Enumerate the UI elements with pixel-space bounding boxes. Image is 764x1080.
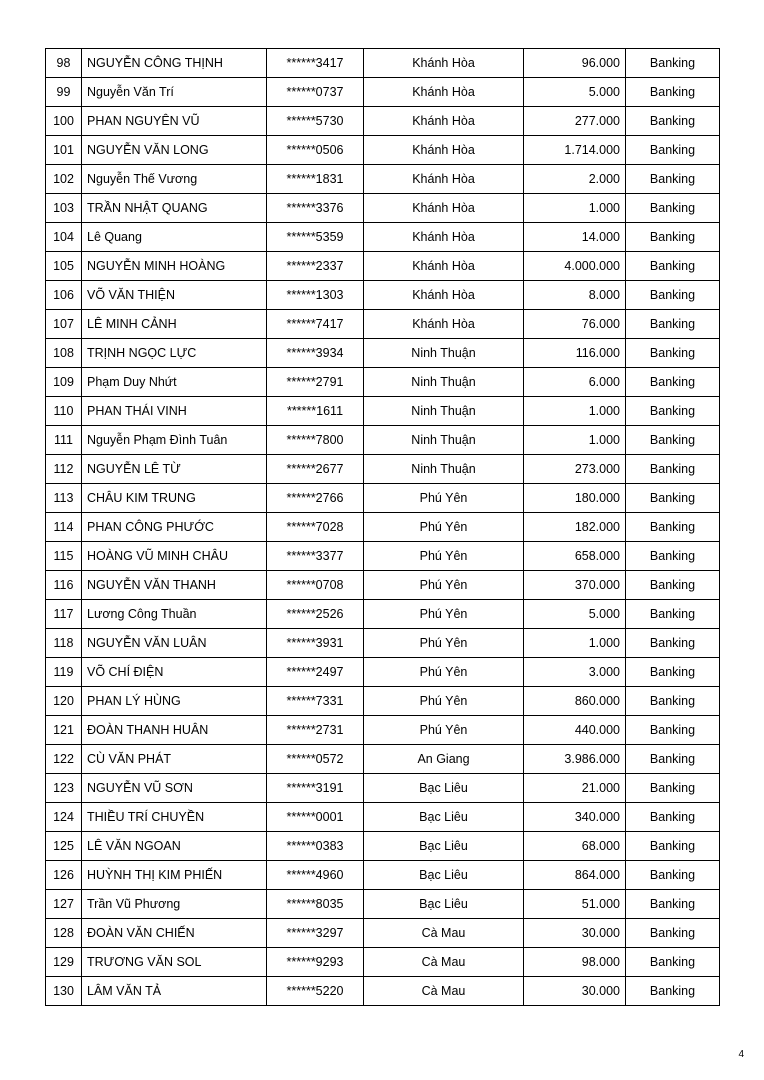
donor-name-cell: LÂM VĂN TẢ <box>82 977 267 1006</box>
table-row <box>46 165 720 194</box>
donor-name-cell: NGUYỄN MINH HOÀNG <box>82 252 267 281</box>
payment-method-cell: Banking <box>626 948 720 977</box>
amount-cell: 273.000 <box>524 455 626 484</box>
province-cell: Phú Yên <box>364 513 524 542</box>
account-number-cell: ******0506 <box>267 136 364 165</box>
row-number-cell: 104 <box>46 223 82 252</box>
province-cell: Phú Yên <box>364 629 524 658</box>
donor-name-cell: NGUYỄN LÊ TỪ <box>82 455 267 484</box>
account-number-cell: ******2337 <box>267 252 364 281</box>
amount-cell: 5.000 <box>524 78 626 107</box>
table-row <box>46 194 720 223</box>
payment-method-cell: Banking <box>626 745 720 774</box>
donor-name-cell: VÕ CHÍ ĐIỆN <box>82 658 267 687</box>
amount-cell: 180.000 <box>524 484 626 513</box>
amount-cell: 30.000 <box>524 919 626 948</box>
donation-table-body <box>46 49 720 1006</box>
payment-method-cell: Banking <box>626 832 720 861</box>
province-cell: Phú Yên <box>364 687 524 716</box>
province-cell: Khánh Hòa <box>364 107 524 136</box>
account-number-cell: ******5220 <box>267 977 364 1006</box>
province-cell: Khánh Hòa <box>364 165 524 194</box>
donor-name-cell: PHAN THÁI VINH <box>82 397 267 426</box>
payment-method-cell: Banking <box>626 600 720 629</box>
table-row <box>46 368 720 397</box>
account-number-cell: ******3417 <box>267 49 364 78</box>
province-cell: Cà Mau <box>364 948 524 977</box>
province-cell: Ninh Thuận <box>364 397 524 426</box>
row-number-cell: 101 <box>46 136 82 165</box>
payment-method-cell: Banking <box>626 78 720 107</box>
account-number-cell: ******1831 <box>267 165 364 194</box>
table-row <box>46 397 720 426</box>
amount-cell: 658.000 <box>524 542 626 571</box>
account-number-cell: ******3376 <box>267 194 364 223</box>
donor-name-cell: PHAN NGUYÊN VŨ <box>82 107 267 136</box>
amount-cell: 68.000 <box>524 832 626 861</box>
amount-cell: 370.000 <box>524 571 626 600</box>
donor-name-cell: ĐOÀN THANH HUÂN <box>82 716 267 745</box>
donor-name-cell: NGUYỄN VŨ SƠN <box>82 774 267 803</box>
province-cell: Bạc Liêu <box>364 832 524 861</box>
payment-method-cell: Banking <box>626 136 720 165</box>
row-number-cell: 110 <box>46 397 82 426</box>
donor-name-cell: NGUYỄN VĂN THANH <box>82 571 267 600</box>
row-number-cell: 102 <box>46 165 82 194</box>
donor-name-cell: NGUYỄN VĂN LUÂN <box>82 629 267 658</box>
account-number-cell: ******2731 <box>267 716 364 745</box>
table-row <box>46 716 720 745</box>
donor-name-cell: HOÀNG VŨ MINH CHÂU <box>82 542 267 571</box>
row-number-cell: 105 <box>46 252 82 281</box>
page-number: 4 <box>738 1049 744 1060</box>
amount-cell: 98.000 <box>524 948 626 977</box>
payment-method-cell: Banking <box>626 310 720 339</box>
row-number-cell: 109 <box>46 368 82 397</box>
payment-method-cell: Banking <box>626 716 720 745</box>
amount-cell: 440.000 <box>524 716 626 745</box>
table-row <box>46 339 720 368</box>
row-number-cell: 119 <box>46 658 82 687</box>
province-cell: Phú Yên <box>364 658 524 687</box>
account-number-cell: ******3377 <box>267 542 364 571</box>
row-number-cell: 121 <box>46 716 82 745</box>
account-number-cell: ******7417 <box>267 310 364 339</box>
row-number-cell: 112 <box>46 455 82 484</box>
table-row <box>46 832 720 861</box>
amount-cell: 51.000 <box>524 890 626 919</box>
amount-cell: 6.000 <box>524 368 626 397</box>
payment-method-cell: Banking <box>626 368 720 397</box>
table-row <box>46 107 720 136</box>
amount-cell: 864.000 <box>524 861 626 890</box>
payment-method-cell: Banking <box>626 49 720 78</box>
row-number-cell: 116 <box>46 571 82 600</box>
table-row <box>46 774 720 803</box>
province-cell: Khánh Hòa <box>364 78 524 107</box>
amount-cell: 340.000 <box>524 803 626 832</box>
amount-cell: 1.000 <box>524 397 626 426</box>
province-cell: Cà Mau <box>364 977 524 1006</box>
amount-cell: 96.000 <box>524 49 626 78</box>
row-number-cell: 123 <box>46 774 82 803</box>
account-number-cell: ******0383 <box>267 832 364 861</box>
province-cell: Bạc Liêu <box>364 861 524 890</box>
account-number-cell: ******3297 <box>267 919 364 948</box>
amount-cell: 1.000 <box>524 194 626 223</box>
payment-method-cell: Banking <box>626 339 720 368</box>
donor-name-cell: Lương Công Thuần <box>82 600 267 629</box>
amount-cell: 182.000 <box>524 513 626 542</box>
donation-table <box>45 48 720 1006</box>
province-cell: Phú Yên <box>364 571 524 600</box>
amount-cell: 1.714.000 <box>524 136 626 165</box>
row-number-cell: 126 <box>46 861 82 890</box>
province-cell: Phú Yên <box>364 542 524 571</box>
province-cell: Khánh Hòa <box>364 310 524 339</box>
donor-name-cell: TRỊNH NGỌC LỰC <box>82 339 267 368</box>
donor-name-cell: NGUYỄN VĂN LONG <box>82 136 267 165</box>
table-row <box>46 658 720 687</box>
row-number-cell: 111 <box>46 426 82 455</box>
amount-cell: 860.000 <box>524 687 626 716</box>
table-row <box>46 426 720 455</box>
payment-method-cell: Banking <box>626 890 720 919</box>
donor-name-cell: VÕ VĂN THIỆN <box>82 281 267 310</box>
payment-method-cell: Banking <box>626 803 720 832</box>
province-cell: Khánh Hòa <box>364 49 524 78</box>
row-number-cell: 122 <box>46 745 82 774</box>
row-number-cell: 127 <box>46 890 82 919</box>
amount-cell: 2.000 <box>524 165 626 194</box>
account-number-cell: ******8035 <box>267 890 364 919</box>
province-cell: An Giang <box>364 745 524 774</box>
amount-cell: 30.000 <box>524 977 626 1006</box>
table-row <box>46 49 720 78</box>
account-number-cell: ******5730 <box>267 107 364 136</box>
payment-method-cell: Banking <box>626 107 720 136</box>
row-number-cell: 124 <box>46 803 82 832</box>
row-number-cell: 113 <box>46 484 82 513</box>
row-number-cell: 128 <box>46 919 82 948</box>
row-number-cell: 103 <box>46 194 82 223</box>
amount-cell: 21.000 <box>524 774 626 803</box>
donor-name-cell: Nguyễn Văn Trí <box>82 78 267 107</box>
province-cell: Phú Yên <box>364 716 524 745</box>
table-row <box>46 861 720 890</box>
payment-method-cell: Banking <box>626 571 720 600</box>
amount-cell: 1.000 <box>524 629 626 658</box>
payment-method-cell: Banking <box>626 252 720 281</box>
payment-method-cell: Banking <box>626 281 720 310</box>
amount-cell: 14.000 <box>524 223 626 252</box>
donor-name-cell: ĐOÀN VĂN CHIẾN <box>82 919 267 948</box>
row-number-cell: 98 <box>46 49 82 78</box>
donor-name-cell: Lê Quang <box>82 223 267 252</box>
table-row <box>46 948 720 977</box>
table-row <box>46 223 720 252</box>
account-number-cell: ******7800 <box>267 426 364 455</box>
row-number-cell: 106 <box>46 281 82 310</box>
payment-method-cell: Banking <box>626 194 720 223</box>
table-row <box>46 310 720 339</box>
row-number-cell: 108 <box>46 339 82 368</box>
account-number-cell: ******2497 <box>267 658 364 687</box>
row-number-cell: 120 <box>46 687 82 716</box>
table-row <box>46 484 720 513</box>
row-number-cell: 115 <box>46 542 82 571</box>
account-number-cell: ******5359 <box>267 223 364 252</box>
table-row <box>46 78 720 107</box>
payment-method-cell: Banking <box>626 919 720 948</box>
account-number-cell: ******1303 <box>267 281 364 310</box>
payment-method-cell: Banking <box>626 426 720 455</box>
amount-cell: 3.986.000 <box>524 745 626 774</box>
donor-name-cell: CÙ VĂN PHÁT <box>82 745 267 774</box>
payment-method-cell: Banking <box>626 455 720 484</box>
row-number-cell: 107 <box>46 310 82 339</box>
province-cell: Khánh Hòa <box>364 281 524 310</box>
province-cell: Ninh Thuận <box>364 455 524 484</box>
table-row <box>46 136 720 165</box>
table-row <box>46 600 720 629</box>
table-row <box>46 745 720 774</box>
province-cell: Bạc Liêu <box>364 774 524 803</box>
account-number-cell: ******7331 <box>267 687 364 716</box>
payment-method-cell: Banking <box>626 658 720 687</box>
province-cell: Khánh Hòa <box>364 194 524 223</box>
payment-method-cell: Banking <box>626 484 720 513</box>
payment-method-cell: Banking <box>626 165 720 194</box>
table-row <box>46 571 720 600</box>
amount-cell: 1.000 <box>524 426 626 455</box>
amount-cell: 8.000 <box>524 281 626 310</box>
account-number-cell: ******4960 <box>267 861 364 890</box>
donor-name-cell: HUỲNH THỊ KIM PHIẾN <box>82 861 267 890</box>
province-cell: Ninh Thuận <box>364 339 524 368</box>
payment-method-cell: Banking <box>626 397 720 426</box>
donor-name-cell: LÊ MINH CẢNH <box>82 310 267 339</box>
donor-name-cell: LÊ VĂN NGOAN <box>82 832 267 861</box>
row-number-cell: 130 <box>46 977 82 1006</box>
table-row <box>46 455 720 484</box>
table-row <box>46 687 720 716</box>
row-number-cell: 129 <box>46 948 82 977</box>
province-cell: Ninh Thuận <box>364 426 524 455</box>
table-row <box>46 803 720 832</box>
row-number-cell: 118 <box>46 629 82 658</box>
amount-cell: 116.000 <box>524 339 626 368</box>
amount-cell: 4.000.000 <box>524 252 626 281</box>
table-row <box>46 919 720 948</box>
province-cell: Cà Mau <box>364 919 524 948</box>
province-cell: Bạc Liêu <box>364 803 524 832</box>
province-cell: Phú Yên <box>364 484 524 513</box>
donor-name-cell: Nguyễn Thế Vương <box>82 165 267 194</box>
donor-name-cell: Nguyễn Phạm Đình Tuân <box>82 426 267 455</box>
account-number-cell: ******1611 <box>267 397 364 426</box>
table-row <box>46 542 720 571</box>
donor-name-cell: NGUYỄN CÔNG THỊNH <box>82 49 267 78</box>
province-cell: Khánh Hòa <box>364 136 524 165</box>
account-number-cell: ******0737 <box>267 78 364 107</box>
account-number-cell: ******3934 <box>267 339 364 368</box>
donor-name-cell: THIỀU TRÍ CHUYỀN <box>82 803 267 832</box>
account-number-cell: ******2766 <box>267 484 364 513</box>
row-number-cell: 125 <box>46 832 82 861</box>
table-row <box>46 629 720 658</box>
amount-cell: 277.000 <box>524 107 626 136</box>
payment-method-cell: Banking <box>626 223 720 252</box>
account-number-cell: ******0572 <box>267 745 364 774</box>
table-row <box>46 513 720 542</box>
province-cell: Ninh Thuận <box>364 368 524 397</box>
table-row <box>46 281 720 310</box>
payment-method-cell: Banking <box>626 861 720 890</box>
account-number-cell: ******2526 <box>267 600 364 629</box>
row-number-cell: 99 <box>46 78 82 107</box>
province-cell: Khánh Hòa <box>364 252 524 281</box>
account-number-cell: ******3931 <box>267 629 364 658</box>
payment-method-cell: Banking <box>626 513 720 542</box>
payment-method-cell: Banking <box>626 774 720 803</box>
account-number-cell: ******0708 <box>267 571 364 600</box>
donor-name-cell: TRƯƠNG VĂN SOL <box>82 948 267 977</box>
amount-cell: 3.000 <box>524 658 626 687</box>
donor-name-cell: PHAN LÝ HÙNG <box>82 687 267 716</box>
donor-name-cell: Phạm Duy Nhứt <box>82 368 267 397</box>
row-number-cell: 117 <box>46 600 82 629</box>
table-row <box>46 977 720 1006</box>
account-number-cell: ******7028 <box>267 513 364 542</box>
row-number-cell: 100 <box>46 107 82 136</box>
province-cell: Bạc Liêu <box>364 890 524 919</box>
donor-name-cell: PHAN CÔNG PHƯỚC <box>82 513 267 542</box>
account-number-cell: ******2791 <box>267 368 364 397</box>
payment-method-cell: Banking <box>626 542 720 571</box>
account-number-cell: ******2677 <box>267 455 364 484</box>
donor-name-cell: Trần Vũ Phương <box>82 890 267 919</box>
account-number-cell: ******0001 <box>267 803 364 832</box>
table-row <box>46 252 720 281</box>
province-cell: Phú Yên <box>364 600 524 629</box>
table-row <box>46 890 720 919</box>
account-number-cell: ******3191 <box>267 774 364 803</box>
payment-method-cell: Banking <box>626 977 720 1006</box>
province-cell: Khánh Hòa <box>364 223 524 252</box>
donor-name-cell: TRẦN NHẬT QUANG <box>82 194 267 223</box>
payment-method-cell: Banking <box>626 629 720 658</box>
donor-name-cell: CHÂU KIM TRUNG <box>82 484 267 513</box>
amount-cell: 76.000 <box>524 310 626 339</box>
account-number-cell: ******9293 <box>267 948 364 977</box>
payment-method-cell: Banking <box>626 687 720 716</box>
row-number-cell: 114 <box>46 513 82 542</box>
amount-cell: 5.000 <box>524 600 626 629</box>
